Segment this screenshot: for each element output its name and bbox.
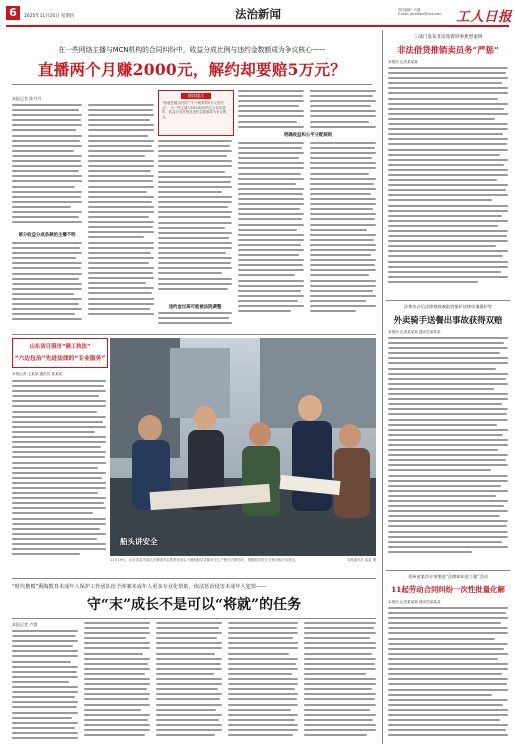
photo-caption	[110, 558, 376, 563]
lead-column-4	[238, 90, 304, 130]
page-number: 6	[9, 6, 17, 19]
bottom-headline-rule	[12, 618, 376, 619]
lead-column-1	[12, 104, 82, 229]
feature-headline: “六边包治”先进法律的“专业服务”	[14, 356, 106, 362]
editor-info	[398, 8, 442, 16]
editor-name: 责任编辑：卢越	[398, 8, 421, 12]
bottom-column-2	[84, 622, 150, 744]
right-mid-body	[388, 337, 508, 563]
right-mid-rule	[386, 570, 510, 571]
right-mid-byline: 本报讯 记者某某某 通讯员某某某	[388, 330, 441, 334]
lead-column-4b	[238, 142, 304, 328]
feature-column-1	[12, 380, 106, 560]
section-title: 法治新闻	[235, 7, 281, 21]
right-top-kicker: 三部门发布非法集资刑事典型案例	[413, 35, 483, 40]
lead-headline: 直播两个月赚2000元，解约却要赔5万元？	[37, 60, 347, 79]
bottom-column-5	[304, 622, 376, 744]
feature-kicker: 山东省日照市“港工执法”	[29, 344, 91, 350]
right-column-divider	[382, 30, 383, 744]
lead-column-5b	[310, 142, 376, 328]
masthead-rule	[6, 25, 509, 27]
bottom-byline: 本报记者 卢越	[12, 622, 38, 627]
photo-credit: 本报通讯员 某某 摄	[346, 558, 376, 562]
lead-byline: 本报记者 陈丹丹	[12, 96, 42, 101]
feature-kicker-box	[12, 338, 108, 368]
right-top-byline: 本报讯 记者某某某	[388, 60, 418, 64]
lead-kicker: 在一些网络主播与MCN机构的合同纠纷中，收益分成比例与违约金数额成为争议核心——	[58, 46, 326, 54]
summary-label: 阅读提示	[181, 93, 211, 99]
lead-subhead-1: 部分收益分成条款的主播不明	[18, 233, 76, 238]
right-top-headline: 非法借贷推销卖员务“严惩”	[397, 45, 499, 55]
lead-column-3b	[158, 312, 232, 328]
lead-bottom-rule	[12, 334, 376, 335]
lead-subhead-2: 违约金过高可能被法院调整	[168, 305, 222, 310]
photo-overlay-caption: 船头讲安全	[120, 537, 158, 546]
lead-subhead-3: 明确收益和公平分配规则	[283, 133, 333, 138]
lead-rule	[12, 84, 372, 85]
paper-logo: 工人日报	[456, 9, 512, 25]
right-bottom-headline: 11起劳动合同纠纷一次性批量化解	[391, 585, 505, 594]
lead-column-3	[158, 140, 232, 300]
feature-byline: 本报记者 王某某 通讯员 某某某	[12, 372, 63, 376]
lead-column-5	[310, 90, 376, 130]
photo-caption-text: 11月19日，山东省某市某区法律服务志愿者在码头为渔船船员讲解安全生产相关法律知识，增强船员的安全意识和法治观念。	[110, 558, 299, 562]
right-bottom-kicker: 贵州省某市专项推进“法律知识进工地”活动	[408, 574, 488, 579]
right-top-rule	[386, 300, 510, 301]
bottom-column-4	[228, 622, 298, 744]
feature-bottom-rule	[12, 578, 376, 579]
summary-text: “我就是播卖货的”“不干就要赔5万元违约金”，当一些主播与MCN机构约定合同条款时，收益分成比例及违约金数额成为争议焦点。	[162, 101, 227, 119]
right-top-body	[388, 67, 508, 293]
right-bottom-body	[388, 607, 508, 744]
page-number-box	[6, 6, 20, 20]
photo-illustration	[110, 338, 376, 556]
issue-date: 2025年11月20日 星期四	[24, 14, 75, 19]
editor-email: E-mail: grrbfzxw@sina.com	[398, 12, 442, 16]
feature-photo	[110, 338, 376, 556]
right-mid-kicker: 法律出台后法律规规被取消保护法律申请保护等	[404, 304, 492, 309]
bottom-column-1	[12, 630, 78, 744]
bottom-kicker: “时代楷模”熏陶教育未成年人保护工作团队给予涉案未成年人更多专业化帮助，依法惩治侵害未成年人犯罪——	[12, 584, 267, 590]
right-mid-headline: 外卖骑手送餐出事故获得双赔	[393, 315, 503, 325]
bottom-headline: 守“末”成长不是可以“将就”的任务	[86, 597, 302, 613]
summary-box	[158, 90, 234, 136]
lead-column-2	[88, 104, 154, 326]
right-bottom-byline: 本报讯 记者某某某 通讯员某某某	[388, 600, 441, 604]
lead-column-1b	[12, 242, 82, 326]
bottom-column-3	[156, 622, 222, 744]
